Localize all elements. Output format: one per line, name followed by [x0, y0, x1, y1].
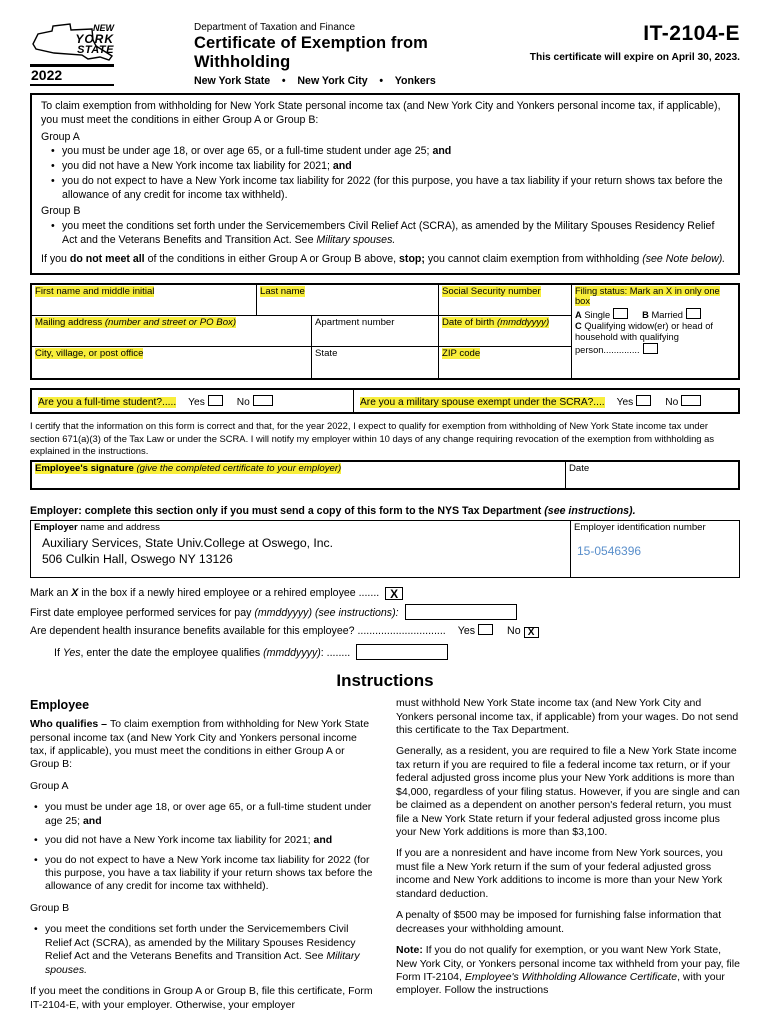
eligibility-footer: If you do not meet all of the conditions in either Group A or Group B above, stop; you cannot claim exemption from withholding (see Note below). — [41, 252, 726, 265]
apartment-field[interactable] — [312, 316, 439, 347]
signature-date-field[interactable] — [566, 462, 738, 488]
group-b-label: Group B — [41, 205, 81, 218]
employer-ein-value: 15-0546396 — [577, 544, 642, 559]
form-header — [30, 22, 740, 87]
who-qualifies-paragraph: Who qualifies – To claim exemption from withholding for New York State personal income tax (and New York City and Yonkers personal income tax, if applicable), you must meet the conditions in either Group A or Group B: — [30, 718, 370, 771]
state-label: State — [315, 348, 338, 360]
instr-group-a-label: Group A — [30, 779, 69, 792]
group-a-item-3: • you do not expect to have a New York income tax liability for 2022 (for this purpose, you have a tax liability if your return shows tax before the allowance of any credit for income tax withheld). — [49, 175, 729, 203]
filing-status-label: Filing status: Mark an X in only one box — [575, 286, 720, 307]
widow-label: Qualifying widow(er) or head of household with qualifying person.............. — [575, 321, 713, 356]
employer-name-address-field[interactable]: Employer name and address Auxiliary Services, State Univ.College at Oswego, Inc. 506 Culkin Hall, Oswego NY 13126 — [31, 521, 571, 577]
employee-heading: Employee — [30, 698, 90, 713]
city-label: City, village, or post office — [35, 348, 144, 360]
instr-group-a-item-1: • you must be under age 18, or over age 65, or a full-time student under age 25; and — [32, 801, 374, 828]
scra-yes-checkbox[interactable] — [636, 395, 651, 406]
nys-logo-text: NEW YORK STATE — [75, 23, 114, 56]
eligibility-box — [30, 93, 740, 275]
header-right — [488, 22, 740, 63]
fulltime-student-question: Are you a full-time student?..... Yes No — [32, 390, 354, 412]
employee-signature-field[interactable] — [32, 462, 566, 488]
qualify-date-input[interactable] — [356, 644, 448, 660]
instructions-left-column — [30, 697, 374, 1020]
last-name-label: Last name — [260, 286, 305, 298]
form-year: 2022 — [30, 64, 114, 86]
employer-ein-field[interactable] — [571, 521, 739, 577]
mailing-address-label: Mailing address (number and street or PO Box) — [35, 317, 237, 329]
student-question-label: Are you a full-time student?..... — [38, 397, 177, 409]
right-paragraph-3: If you are a nonresident and have income from New York sources, you must file a New York return if the sum of your federal adjusted gross income and New York additions to income is more than your New York standard deduction. — [396, 847, 723, 900]
military-spouse-question: Are you a military spouse exempt under the SCRA?.... Yes No — [354, 390, 738, 412]
left-footer-paragraph: If you meet the conditions in Group A or Group B, file this certificate, Form IT-2104-E, with your employer. Otherwise, your employer — [30, 985, 373, 1011]
first-name-field[interactable] — [32, 285, 257, 316]
form-number: IT-2104-E — [643, 22, 740, 45]
apartment-label: Apartment number — [315, 317, 395, 329]
health-benefits-question: Are dependent health insurance benefits available for this employee? .............................. Yes No X — [30, 624, 740, 638]
dob-label: Date of birth (mmddyyyy) — [442, 317, 550, 329]
dob-field[interactable] — [439, 316, 572, 347]
personal-info-box — [30, 283, 740, 380]
group-a-item-1: • you must be under age 18, or over age 65, or a full-time student under age 25; and — [49, 145, 729, 159]
form-title: Certificate of Exemption from Withholding — [194, 34, 428, 71]
signature-box — [30, 460, 740, 490]
date-label: Date — [569, 463, 590, 475]
header-center — [114, 22, 488, 87]
student-no-checkbox[interactable] — [253, 395, 273, 406]
mailing-address-field[interactable] — [32, 316, 312, 347]
zip-label: ZIP code — [442, 348, 481, 360]
single-label: Single — [584, 310, 611, 321]
ssn-label: Social Security number — [442, 286, 541, 298]
eligibility-intro: To claim exemption from withholding for New York State personal income tax (and New York City and Yonkers personal income tax, if applicable), you must meet the conditions in either Group A or Group B: — [41, 100, 721, 126]
first-name-label: First name and middle initial — [35, 286, 155, 298]
instr-group-b-list — [32, 923, 374, 977]
employer-info-box — [30, 520, 740, 578]
widow-checkbox[interactable] — [643, 343, 658, 354]
first-date-input[interactable] — [405, 604, 517, 620]
ssn-field[interactable] — [439, 285, 572, 316]
city-field[interactable] — [32, 347, 312, 378]
group-b-item-1: • you meet the conditions set forth under the Servicemembers Civil Relief Act (SCRA), as amended by the Military Spouses Residency Relief Act and the Veterans Benefits and Transition Act. See Military spouses. — [49, 220, 729, 248]
instructions-right-column — [396, 697, 740, 1020]
instr-group-b-label: Group B — [30, 901, 70, 914]
state-field[interactable] — [312, 347, 439, 378]
group-a-list — [49, 145, 729, 202]
instr-group-a-item-3: • you do not expect to have a New York income tax liability for 2022 (for this purpose, you have a tax liability if your return shows tax before the allowance of any credit for income tax withheld). — [32, 854, 374, 894]
qualify-date-question: If Yes, enter the date the employee qualifies (mmddyyyy): ........ — [30, 644, 740, 660]
ein-label: Employer identification number — [574, 522, 706, 534]
group-b-list — [49, 220, 729, 248]
employer-name-value: Auxiliary Services, State Univ.College at Oswego, Inc. 506 Culkin Hall, Oswego NY 13126 — [42, 536, 334, 566]
scra-question-label: Are you a military spouse exempt under the SCRA?.... — [360, 397, 605, 409]
scra-no-checkbox[interactable] — [681, 395, 701, 406]
employer-questions — [30, 587, 740, 660]
zip-field[interactable] — [439, 347, 572, 378]
instructions-title: Instructions — [336, 671, 434, 691]
instr-group-b-item-1: • you meet the conditions set forth under the Servicemembers Civil Relief Act (SCRA), as amended by the Military Spouses Residency Relief Act and the Veterans Benefits and Transition Act. See Military spouses. — [32, 923, 374, 977]
first-date-question: First date employee performed services for pay (mmddyyyy) (see instructions): — [30, 604, 740, 620]
employer-section-header: Employer: complete this section only if you must send a copy of this form to the NYS Tax Department (see instructions). — [30, 505, 636, 518]
student-questions-box — [30, 388, 740, 414]
right-paragraph-4: A penalty of $500 may be imposed for furnishing false information that decreases your withholding amount. — [396, 909, 722, 935]
single-checkbox[interactable] — [613, 308, 628, 319]
newly-hired-question: Mark an X in the box if a newly hired employee or a rehired employee ....... X — [30, 587, 740, 600]
expiry-notice: This certificate will expire on April 30, 2023. — [529, 52, 740, 63]
instructions-columns — [30, 697, 740, 1020]
student-yes-checkbox[interactable] — [208, 395, 223, 406]
newly-hired-checkbox[interactable]: X — [385, 587, 403, 600]
instr-group-a-item-2: • you did not have a New York income tax liability for 2021; and — [32, 834, 374, 847]
instr-group-a-list — [32, 801, 374, 894]
right-paragraph-1: must withhold New York State income tax (and New York City and Yonkers personal income tax, if applicable) from your wages. Do not send this certificate to the Tax Department. — [396, 697, 739, 736]
health-yes-checkbox[interactable] — [478, 624, 493, 635]
right-paragraph-2: Generally, as a resident, you are required to file a New York State income tax return if you are required to file a federal income tax return, or if your federal adjusted gross income plus your New York additions is more than $4,000, regardless of your filing status. However, if you are single and can be claimed as a dependent on another person's federal return, you must file a New York State return if your federal adjusted gross income plus your New York additions is more than $3,100. — [396, 745, 740, 839]
certification-statement: I certify that the information on this form is correct and that, for the year 2022, I expect to qualify for exemption from withholding of New York State income tax under section 671(a)(3) of the Tax Law or under the SCRA. I will notify my employer within 10 days of any change requiring revocation of the exemption from withholding as explained in the instructions. — [30, 420, 715, 456]
last-name-field[interactable] — [257, 285, 439, 316]
note-paragraph: Note: If you do not qualify for exemption, or you want New York State, New York City, or Yonkers personal income tax withheld from your pay, file Form IT-2104, Employee's Withholding Allowance Certificate, with your employer. Follow the instructions — [396, 944, 740, 997]
married-label: Married — [651, 310, 683, 321]
signature-label: Employee's signature (give the completed certificate to your employer) — [35, 463, 342, 475]
group-a-item-2: • you did not have a New York income tax liability for 2021; and — [49, 160, 729, 174]
health-no-checkbox[interactable]: X — [524, 627, 539, 638]
group-a-label: Group A — [41, 130, 80, 143]
jurisdictions-line: New York State • New York City • Yonkers — [194, 75, 436, 87]
filing-status-field: Filing status: Mark an X in only one box A Single B Married C Qualifying widow(er) or head of household with qualifying person.............. — [575, 286, 720, 356]
married-checkbox[interactable] — [686, 308, 701, 319]
nys-logo — [30, 22, 114, 86]
department-name: Department of Taxation and Finance — [194, 22, 356, 33]
